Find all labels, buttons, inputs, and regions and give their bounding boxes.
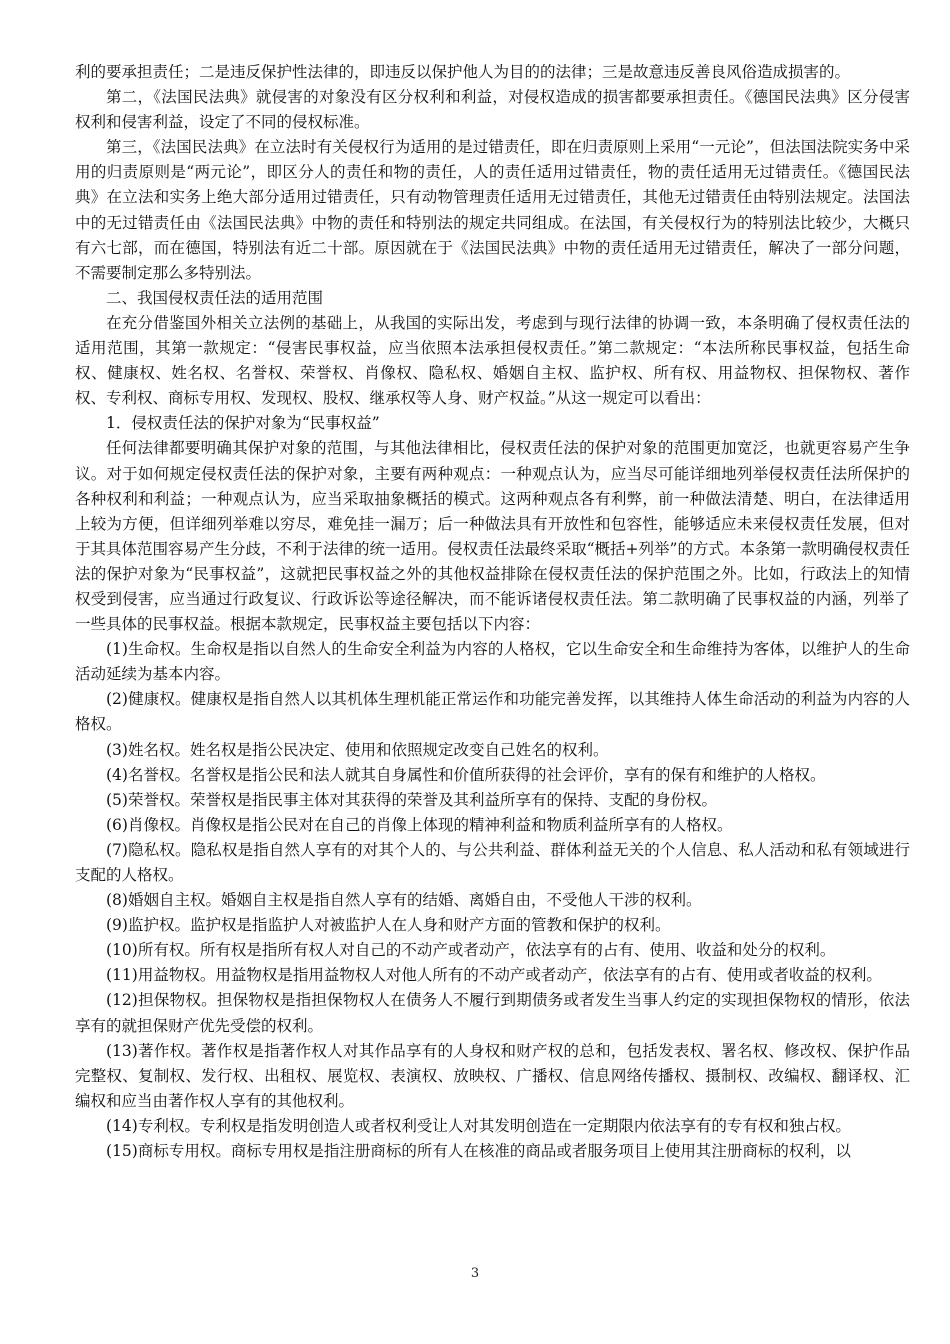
section-heading: 二、我国侵权责任法的适用范围 xyxy=(106,288,324,307)
list-item: (4)名誉权。名誉权是指公民和法人就其自身属性和价值所获得的社会评价，享有的保有和维护的人格权。 xyxy=(106,765,826,784)
list-item: (8)婚姻自主权。婚姻自主权是指自然人享有的结婚、离婚自由，不受他人干涉的权利。 xyxy=(106,891,702,910)
list-item: (7)隐私权。隐私权是指自然人享有的对其个人的、与公共利益、群体利益无关的个人信息、私人活动和私有领域进行支配的人格权。 xyxy=(75,840,910,884)
paragraph-continuation: 利的要承担责任；二是违反保护性法律的，即违反以保护他人为目的的法律；三是故意违反善良风俗造成损害的。 xyxy=(75,63,851,81)
list-item: (9)监护权。监护权是指监护人对被监护人在人身和财产方面的管教和保护的权利。 xyxy=(106,916,671,935)
list-item: (13)著作权。著作权是指著作权人对其作品享有的人身权和财产权的总和，包括发表权、署名权、修改权、保护作品完整权、复制权、发行权、出租权、展览权、表演权、放映权、广播权、信息网络传播权、摄制权、改编权、翻译权、汇编权和应当由著作权人享有的其他权利。 xyxy=(75,1041,910,1110)
list-item: (3)姓名权。姓名权是指公民决定、使用和依照规定改变自己姓名的权利。 xyxy=(106,740,609,759)
list-item: (15)商标专用权。商标专用权是指注册商标的所有人在核准的商品或者服务项目上使用其注册商标的权利，以 xyxy=(106,1142,851,1161)
list-item: (2)健康权。健康权是指自然人以其机体生理机能正常运作和功能完善发挥，以其维持人体生命活动的利益为内容的人格权。 xyxy=(75,690,910,734)
paragraph-protection-object: 任何法律都要明确其保护对象的范围，与其他法律相比，侵权责任法的保护对象的范围更加宽泛，也就更容易产生争议。对于如何规定侵权责任法的保护对象，主要有两种观点：一种观点认为，应当尽可能详细地列举侵权责任法所保护的各种权利和利益；一种观点认为，应当采取抽象概括的模式。这两种观点各有利弊，前一种做法清楚、明白，在法律适用上较为方便，但详细列举难以穷尽，难免挂一漏万；后一种做法具有开放性和包容性，能够适应未来侵权责任发展，但对于其具体范围容易产生分歧，不利于法律的统一适用。侵权责任法最终采取“概括+列举”的方式。本条第一款明确侵权责任法的保护对象为“民事权益”，这就把民事权益之外的其他权益排除在侵权责任法的保护范围之外。比如，行政法上的知情权受到侵害，应当通过行政复议、行政诉讼等途径解决，而不能诉诸侵权责任法。第二款明确了民事权益的内涵，列举了一些具体的民事权益。根据本款规定，民事权益主要包括以下内容： xyxy=(75,439,910,634)
list-item: (12)担保物权。担保物权是指担保物权人在债务人不履行到期债务或者发生当事人约定的实现担保物权的情形，依法享有的就担保财产优先受偿的权利。 xyxy=(75,991,910,1035)
paragraph-second-point: 第二，《法国民法典》就侵害的对象没有区分权利和利益，对侵权造成的损害都要承担责任。《德国民法典》区分侵害权利和侵害利益，设定了不同的侵权标准。 xyxy=(75,88,910,132)
subsection-heading: 1．侵权责任法的保护对象为“民事权益” xyxy=(106,414,380,433)
page-number: 3 xyxy=(470,1266,480,1281)
list-item: (1)生命权。生命权是指以自然人的生命安全利益为内容的人格权，它以生命安全和生命维持为客体，以维护人的生命活动延续为基本内容。 xyxy=(75,640,910,684)
paragraph-third-point: 第三，《法国民法典》在立法时有关侵权行为适用的是过错责任，即在归责原则上采用“一元论”，但法国法院实务中采用的归责原则是“两元论”，即区分人的责任和物的责任，人的责任适用过错责任，物的责任适用无过错责任。《德国民法典》在立法和实务上绝大部分适用过错责任，只有动物管理责任适用无过错责任，其他无过错责任由特别法规定。法国法中的无过错责任由《法国民法典》中物的责任和特别法的规定共同组成。在法国，有关侵权行为的特别法比较少，大概只有六七部，而在德国，特别法有近二十部。原因就在于《法国民法典》中物的责任适用无过错责任，解决了一部分问题，不需要制定那么多特别法。 xyxy=(75,138,910,282)
list-item: (11)用益物权。用益物权是指用益物权人对他人所有的不动产或者动产，依法享有的占有、使用或者收益的权利。 xyxy=(106,966,882,985)
list-item: (5)荣誉权。荣誉权是指民事主体对其获得的荣誉及其利益所享有的保持、支配的身份权。 xyxy=(106,790,717,809)
paragraph-scope: 在充分借鉴国外相关立法例的基础上，从我国的实际出发，考虑到与现行法律的协调一致，本条明确了侵权责任法的适用范围，其第一款规定：“侵害民事权益，应当依照本法承担侵权责任。”第二款规定：“本法所称民事权益，包括生命权、健康权、姓名权、名誉权、荣誉权、肖像权、隐私权、婚姻自主权、监护权、所有权、用益物权、担保物权、著作权、专利权、商标专用权、发现权、股权、继承权等人身、财产权益。”从这一规定可以看出： xyxy=(75,313,910,408)
list-item: (6)肖像权。肖像权是指公民对在自己的肖像上体现的精神利益和物质利益所享有的人格权。 xyxy=(106,815,733,834)
list-item: (10)所有权。所有权是指所有权人对自己的不动产或者动产，依法享有的占有、使用、收益和处分的权利。 xyxy=(106,941,836,960)
page-body xyxy=(75,60,910,1164)
list-item: (14)专利权。专利权是指发明创造人或者权利受让人对其发明创造在一定期限内依法享有的专有权和独占权。 xyxy=(106,1116,851,1135)
